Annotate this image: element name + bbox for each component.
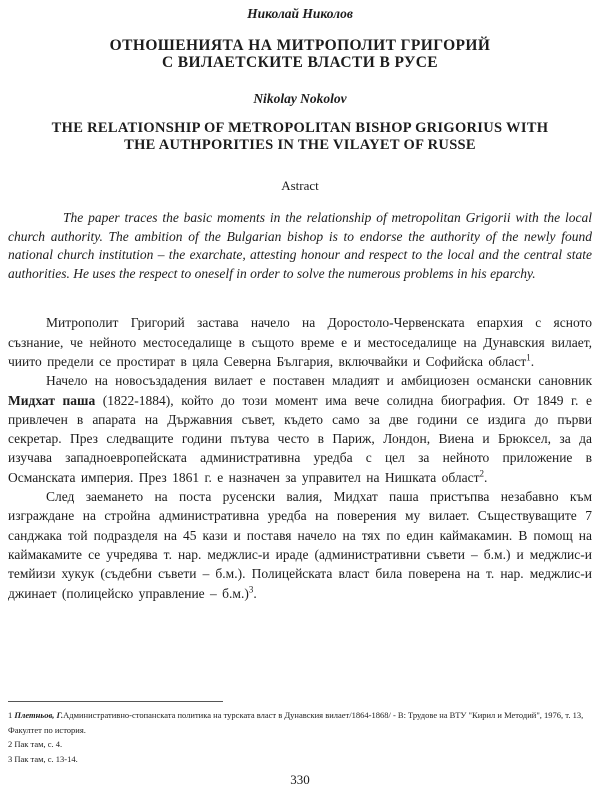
title-en-line-1: THE RELATIONSHIP OF METROPOLITAN BISHOP GRIGORIUS WITH: [51, 120, 549, 136]
footnote-3-text: Пак там, с. 13-14.: [14, 753, 78, 764]
paragraph-3-text: След заемането на поста русенски валия, Мидхат паша пристъпва незабавно към изграждане на стройна административна уредба на поверения му вилает. Съществуващите 7 санджака той подразделя на 45 кази и поставя начело на тях по един каймакамин. В помощ на каймакамите се учредява т. нар. меджлис-и ираде (административни съвети – б.м.) и меджлис-и темйизи хукук (съдебни съвети – б.м.). Полицейската власт била поверена на т. нар. меджлис-и джинает (полицейско управление – б.м.): [8, 489, 592, 601]
footnote-2: [8, 737, 592, 752]
footnote-ref-1: 1: [526, 352, 531, 363]
footnote-3-marker: 3: [8, 753, 13, 764]
footnotes-section: [8, 701, 592, 766]
footnote-ref-2: 2: [479, 468, 485, 479]
footnote-1-text: Административно-стопанската политика на турската власт в Дунавския вилает/1864-1868/ - В: Трудове на ВТУ "Кирил и Методий", 1976, т. 13, Факултет по история.: [8, 710, 584, 735]
body-text: [8, 313, 592, 602]
footnote-separator: [8, 701, 223, 702]
title-en-line-2: THE AUTHPORITIES IN THE VILAYET OF RUSSE: [124, 137, 476, 153]
page-number: 330: [290, 772, 310, 787]
author-name-english: Nikolay Nokolov: [253, 91, 347, 106]
footnote-1: [8, 708, 592, 737]
paragraph-1: [8, 313, 592, 371]
paragraph-2-tail: .: [484, 469, 488, 485]
abstract-text: The paper traces the basic moments in the relationship of metropolitan Grigorii with the local church authority. The ambition of the Bulgarian bishop is to endorse the authority of the newly found national church institution – the exarchate, attesting honour and respect to the local and the central state authorities. He uses the respect to oneself in order to solve the numerous problems in his eparchy.: [8, 210, 592, 281]
footnote-2-text: Пак там, с. 4.: [14, 739, 63, 749]
paragraph-1-text: Митрополит Григорий застава начело на Доростоло-Червенската епархия с ясното съзнание, че нейното местоседалище в същото време е и местоседалище на Дунавския вилает, чиито предели се простират в цяла Северна България, включвайки и Софийска област: [8, 315, 592, 369]
title-bg-line-1: ОТНОШЕНИЯТА НА МИТРОПОЛИТ ГРИГОРИЙ: [109, 37, 491, 54]
paragraph-2-post: (1822-1884), който до този момент има вече солидна биография. От 1849 г. е привлечен в апарата на Държавния съвет, където само за две години се издига до първи секретар. През следващите години пътува често в Париж, Лондон, Виена и Брюксел, за да изучава западноевропейската административна уредба с цел за нейното приложение в Османската империя. През 1861 г. е назначен за управител на Нишката област: [8, 392, 592, 485]
footnote-1-author: Плетньов, Г.: [14, 710, 64, 720]
paragraph-2-pre: Начело на новосъздадения вилает е поставен младият и амбициозен османски сановник: [46, 373, 592, 389]
paragraph-1-tail: .: [530, 353, 535, 369]
paper-title-english: [8, 120, 592, 154]
author-name-bulgarian: Николай Николов: [247, 6, 353, 21]
footnote-3: [8, 752, 592, 767]
paragraph-3-tail: .: [253, 585, 257, 601]
title-bg-line-2: С ВИЛАЕТСКИТЕ ВЛАСТИ В РУСЕ: [161, 54, 439, 71]
abstract-heading: Astract: [281, 178, 319, 193]
footnote-ref-3: 3: [248, 584, 254, 595]
paper-title-bulgarian: [8, 37, 592, 71]
midhat-pasha-bold-text: Мидхат паша: [8, 392, 96, 408]
footnote-2-marker: 2: [8, 739, 13, 749]
footnote-1-marker: 1: [8, 710, 13, 720]
paragraph-2: [8, 371, 592, 487]
paragraph-3: [8, 487, 592, 603]
